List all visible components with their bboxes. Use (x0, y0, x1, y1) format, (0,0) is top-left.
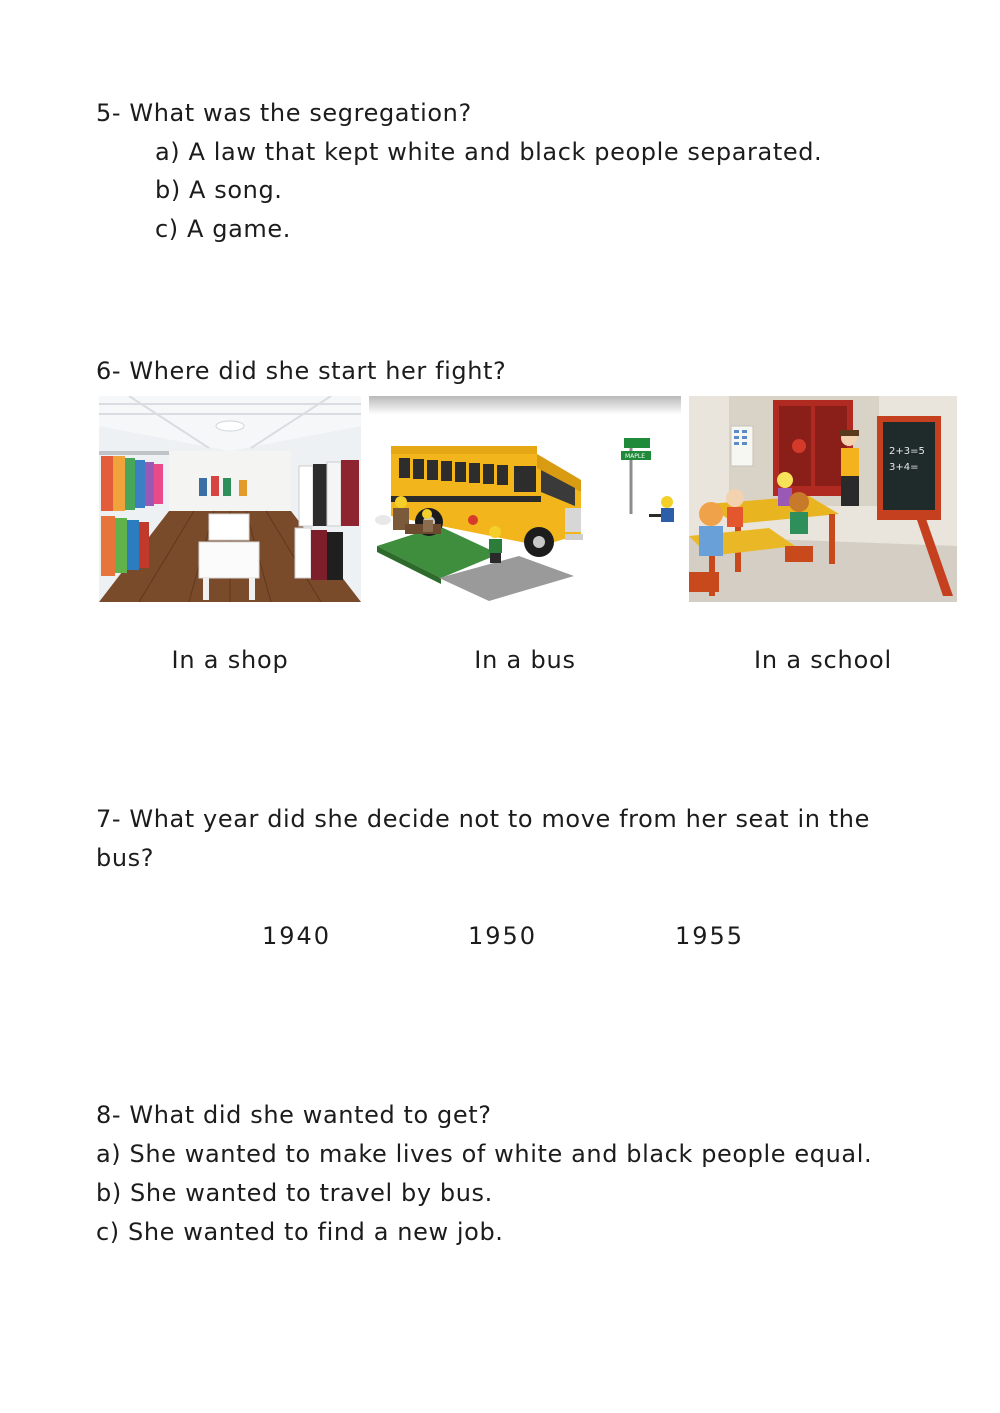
street-sign-text: MAPLE (625, 453, 646, 460)
choice-label-school: In a school (754, 646, 892, 674)
choice-label-bus: In a bus (474, 646, 576, 674)
year-option-1955: 1955 (675, 922, 745, 950)
question-6: 6- Where did she start her fight? (96, 357, 507, 385)
question-8: 8- What did she wanted to get? (96, 1101, 492, 1129)
question-7-line-2: bus? (96, 844, 155, 872)
year-option-1950: 1950 (468, 922, 538, 950)
q5-option-b: b) A song. (155, 176, 283, 204)
choice-label-shop: In a shop (171, 646, 289, 674)
q8-option-c: c) She wanted to find a new job. (96, 1218, 504, 1246)
year-option-1940: 1940 (262, 922, 332, 950)
q8-option-b: b) She wanted to travel by bus. (96, 1179, 493, 1207)
school-image (689, 396, 957, 602)
chalkboard-line-1: 2+3=5 (889, 446, 925, 457)
q5-option-c: c) A game. (155, 215, 291, 243)
shop-image (99, 396, 361, 602)
q5-option-a: a) A law that kept white and black people separated. (155, 138, 823, 166)
question-7-line-1: 7- What year did she decide not to move from her seat in the (96, 805, 870, 833)
chalkboard-line-2: 3+4= (889, 462, 919, 473)
question-5: 5- What was the segregation? (96, 99, 472, 127)
q8-option-a: a) She wanted to make lives of white and black people equal. (96, 1140, 873, 1168)
bus-image (369, 396, 681, 602)
